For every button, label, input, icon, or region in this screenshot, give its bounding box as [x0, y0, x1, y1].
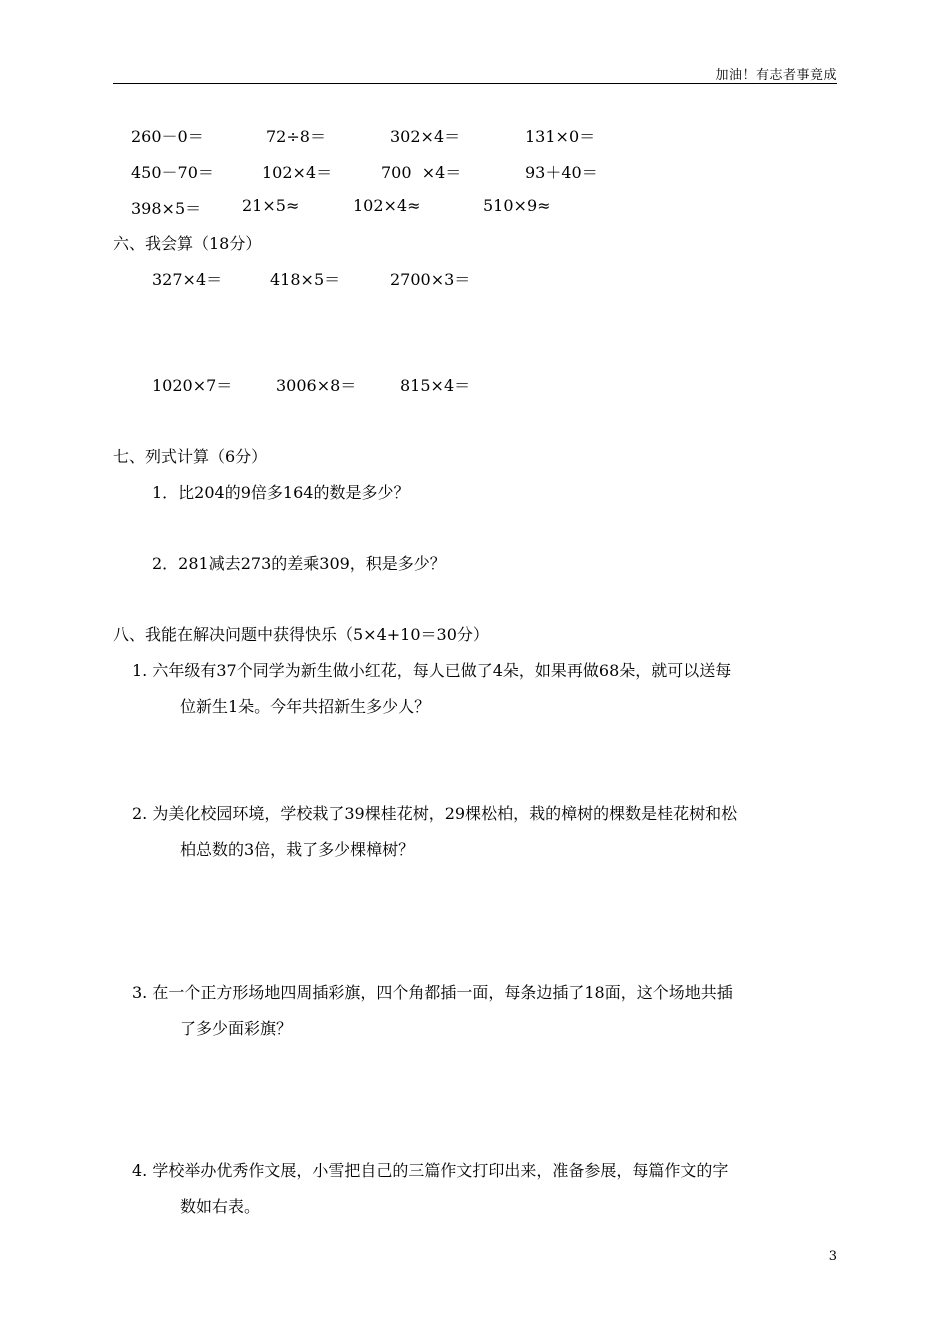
oral-item: 700 ×4＝ [381, 163, 462, 182]
oral-item: 510×9≈ [483, 196, 551, 215]
header-motto: 加油！有志者事竟成 [715, 68, 837, 83]
section-7-question-1: 1．比204的9倍多164的数是多少？ [152, 483, 410, 502]
problem-line: 3. 在一个正方形场地四周插彩旗，四个角都插一面，每条边插了18面，这个场地共插 [132, 983, 733, 1002]
oral-item: 72÷8＝ [266, 127, 326, 146]
problem-line: 1. 六年级有37个同学为新生做小红花，每人已做了4朵，如果再做68朵，就可以送每 [132, 661, 732, 680]
problem-line: 柏总数的3倍，栽了多少棵樟树？ [180, 840, 415, 859]
page-number: 3 [828, 1249, 837, 1264]
calc-item: 418×5＝ [270, 270, 341, 289]
calc-item: 1020×7＝ [152, 376, 233, 395]
oral-item: 302×4＝ [390, 127, 461, 146]
section-7-question-2: 2．281减去273的差乘309，积是多少？ [152, 554, 446, 573]
oral-item: 398×5＝ [131, 199, 202, 218]
header-rule [113, 83, 837, 84]
oral-item: 450－70＝ [131, 163, 214, 182]
calc-item: 815×4＝ [400, 376, 471, 395]
oral-item: 102×4＝ [262, 163, 333, 182]
oral-item: 93＋40＝ [525, 163, 598, 182]
calc-item: 2700×3＝ [390, 270, 471, 289]
oral-item: 131×0＝ [525, 127, 596, 146]
problem-line: 数如右表。 [180, 1197, 261, 1216]
problem-line: 了多少面彩旗？ [180, 1019, 293, 1038]
problem-line: 位新生1朵。今年共招新生多少人？ [180, 697, 431, 716]
problem-line: 4. 学校举办优秀作文展，小雪把自己的三篇作文打印出来，准备参展，每篇作文的字 [132, 1161, 729, 1180]
oral-item: 21×5≈ [242, 196, 300, 215]
problem-line: 2. 为美化校园环境，学校栽了39棵桂花树，29棵松柏，栽的樟树的棵数是桂花树和松 [132, 804, 738, 823]
oral-item: 260－0＝ [131, 127, 204, 146]
oral-item: 102×4≈ [353, 196, 421, 215]
section-7-title: 七、列式计算（6分） [113, 447, 268, 466]
section-6-title: 六、我会算（18分） [113, 234, 262, 253]
calc-item: 327×4＝ [152, 270, 223, 289]
calc-item: 3006×8＝ [276, 376, 357, 395]
section-8-title: 八、我能在解决问题中获得快乐（5×4+10＝30分） [113, 625, 489, 644]
